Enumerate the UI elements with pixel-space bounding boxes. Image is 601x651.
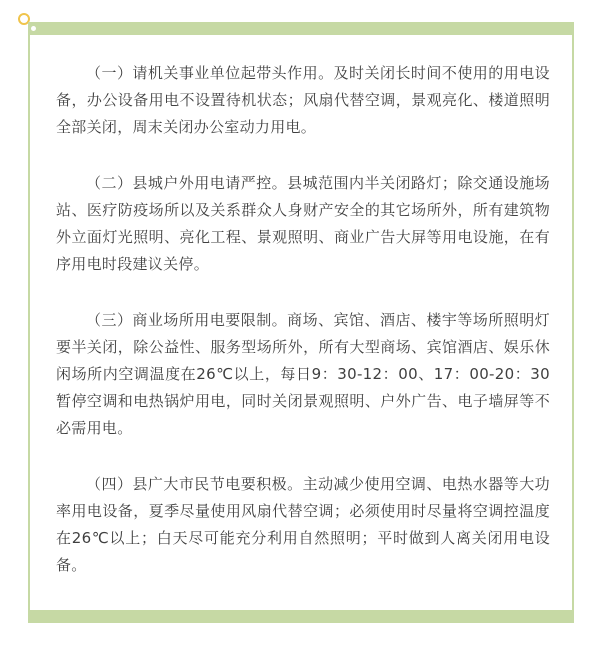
frame-left-border: [28, 35, 30, 610]
paragraph-citizens: （四）县广大市民节电要积极。主动减少使用空调、电热水器等大功率用电设备，夏季尽量使用风扇代替空调；必须使用时尽量将空调控温度在26℃以上；白天尽可能充分利用自然照明；平时做到人离关闭用电设备。: [56, 475, 550, 574]
frame-top-bar: [28, 22, 574, 35]
paragraph-commercial-venues: （三）商业场所用电要限制。商场、宾馆、酒店、楼宇等场所照明灯要半关闭，除公益性、服务型场所外，所有大型商场、宾馆酒店、娱乐休闲场所内空调温度在26℃以上，每日9：30-12：00、17：00-20：30暂停空调和电热锅炉用电，同时关闭景观照明、户外广告、电子墙屏等不必需用电。: [56, 311, 550, 437]
article-body: [56, 60, 550, 608]
dot-decoration: [31, 26, 36, 31]
frame-right-border: [572, 35, 574, 610]
frame-bottom-bar: [28, 610, 574, 623]
paragraph-outdoor-lighting: （二）县城户外用电请严控。县城范围内半关闭路灯；除交通设施场站、医疗防疫场所以及关系群众人身财产安全的其它场所外，所有建筑物外立面灯光照明、亮化工程、景观照明、商业广告大屏等用电设施，在有序用电时段建议关停。: [56, 174, 550, 273]
paragraph-government-units: （一）请机关事业单位起带头作用。及时关闭长时间不使用的用电设备，办公设备用电不设置待机状态；风扇代替空调，景观亮化、楼道照明全部关闭，周末关闭办公室动力用电。: [56, 64, 550, 136]
